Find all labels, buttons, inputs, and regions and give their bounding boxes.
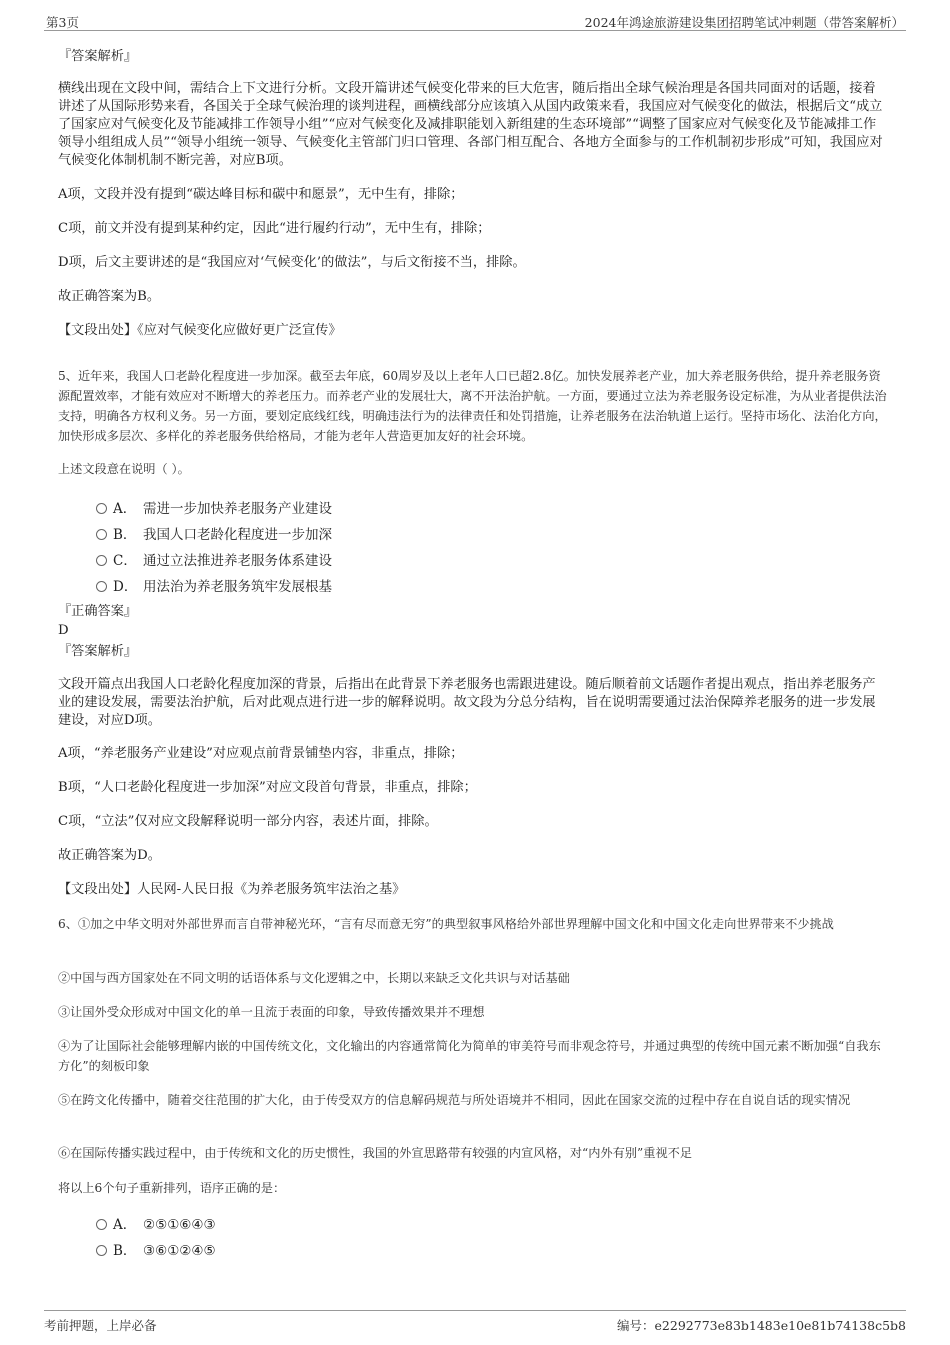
- q4-option-c-analysis: C项，前文并没有提到某种约定，因此“进行履约行动”，无中生有，排除；: [58, 221, 491, 236]
- q5-source: 【文段出处】人民网-人民日报《为养老服务筑牢法治之基》: [58, 882, 406, 897]
- q5-option-d[interactable]: D． 用法治为养老服务筑牢发展根基: [96, 575, 332, 595]
- page-number: 第3页: [46, 15, 79, 30]
- q5-stem: 5、近年来，我国人口老龄化程度进一步加深。截至去年底，60周岁及以上老年人口已超2.8亿。加快发展养老产业，加大养老服务供给，提升养老服务资源配置效率，才能有效应对不断增大的养老压力。而养老产业的发展壮大，离不开法治护航。一方面，要通过立法为养老服务设定标准，为从业者提供法治支持，明确各方权利义务。另一方面，要划定底线红线，明确违法行为的法律责任和处罚措施，让养老服务在法治轨道上运行。坚持市场化、法治化方向，加快形成多层次、多样化的养老服务供给格局，才能为老年人营造更加友好的社会环境。: [58, 369, 887, 443]
- q4-option-d-analysis: D项，后文主要讲述的是“我国应对‘气候变化’的做法”，与后文衔接不当，排除。: [58, 255, 526, 270]
- q4-analysis-label: 『答案解析』: [58, 49, 138, 64]
- q5-option-a[interactable]: A． 需进一步加快养老服务产业建设: [96, 497, 332, 517]
- q6-sentence-5: ⑤在跨文化传播中，随着交往范围的扩大化，由于传受双方的信息解码规范与所处语境并不相同，因此在国家交流的过程中存在自说自话的现实情况: [58, 1093, 851, 1107]
- radio-icon[interactable]: [96, 503, 107, 514]
- radio-icon[interactable]: [96, 529, 107, 540]
- q5-analysis-label: 『答案解析』: [58, 644, 138, 659]
- radio-icon[interactable]: [96, 581, 107, 592]
- q5-option-c-analysis: C项，“立法”仅对应文段解释说明一部分内容，表述片面，排除。: [58, 814, 438, 829]
- q5-conclusion: 故正确答案为D。: [58, 848, 161, 863]
- radio-icon[interactable]: [96, 1245, 107, 1256]
- q6-sentence-1: 6、①加之中华文明对外部世界而言自带神秘光环，“言有尽而意无穷”的典型叙事风格给外部世界理解中国文化和中国文化走向世界带来不少挑战: [58, 917, 834, 931]
- page-header: [44, 10, 906, 31]
- q5-option-a-analysis: A项，“养老服务产业建设”对应观点前背景铺垫内容，非重点，排除；: [58, 746, 464, 761]
- radio-icon[interactable]: [96, 555, 107, 566]
- q4-conclusion: 故正确答案为B。: [58, 289, 161, 304]
- q6-sentence-3: ③让国外受众形成对中国文化的单一且流于表面的印象，导致传播效果并不理想: [58, 1005, 485, 1019]
- q6-question: 将以上6个句子重新排列，语序正确的是：: [58, 1181, 286, 1195]
- q4-option-a-analysis: A项，文段并没有提到“碳达峰目标和碳中和愿景”，无中生有，排除；: [58, 187, 464, 202]
- q5-answer: D: [58, 623, 69, 638]
- q6-sentence-6: ⑥在国际传播实践过程中，由于传统和文化的历史惯性，我国的外宣思路带有较强的内宣风格，对“内外有别”重视不足: [58, 1146, 693, 1160]
- q5-question: 上述文段意在说明（ ）。: [58, 462, 190, 476]
- footer-slogan: 考前押题，上岸必备: [44, 1318, 157, 1333]
- document-title: 2024年鸿途旅游建设集团招聘笔试冲刺题（带答案解析）: [584, 15, 904, 30]
- q5-answer-label: 『正确答案』: [58, 604, 138, 619]
- radio-icon[interactable]: [96, 1219, 107, 1230]
- q6-option-a[interactable]: A． ②⑤①⑥④③: [96, 1213, 216, 1233]
- q6-option-b[interactable]: B． ③⑥①②④⑤: [96, 1239, 216, 1259]
- document-id: 编号：e2292773e83b1483e10e81b74138c5b8: [617, 1318, 906, 1333]
- q6-sentence-2: ②中国与西方国家处在不同文明的话语体系与文化逻辑之中，长期以来缺乏文化共识与对话基础: [58, 971, 570, 985]
- q5-option-b-analysis: B项，“人口老龄化程度进一步加深”对应文段首句背景，非重点，排除；: [58, 780, 477, 795]
- page-footer: [44, 1310, 906, 1333]
- q5-option-b[interactable]: B． 我国人口老龄化程度进一步加深: [96, 523, 332, 543]
- q4-analysis-text: 横线出现在文段中间，需结合上下文进行分析。文段开篇讲述气候变化带来的巨大危害，随后指出全球气候治理是各国共同面对的话题，接着讲述了从国际形势来看，各国关于全球气候治理的谈判进程，画横线部分应该填入从国内政策来看，我国应对气候变化的做法，根据后文“成立了国家应对气候变化及节能减排工作领导小组”“应对气候变化及减排职能划入新组建的生态环境部”“调整了国家应对气候变化及节能减排工作领导小组组成人员”“领导小组统一领导、气候变化主管部门归口管理、各部门相互配合、各地方全面参与的工作机制初步形成”可知，我国应对气候变化体制机制不断完善，对应B项。: [58, 81, 883, 168]
- q5-option-c[interactable]: C． 通过立法推进养老服务体系建设: [96, 549, 332, 569]
- q4-source: 【文段出处】《应对气候变化应做好更广泛宣传》: [58, 323, 342, 338]
- q5-analysis-text: 文段开篇点出我国人口老龄化程度加深的背景，后指出在此背景下养老服务也需跟进建设。随后顺着前文话题作者提出观点，指出养老服务产业的建设发展，需要法治护航，后对此观点进行进一步的解释说明。故文段为分总分结构，旨在说明需要通过法治保障养老服务的进一步发展建设，对应D项。: [58, 677, 876, 728]
- q6-sentence-4: ④为了让国际社会能够理解内嵌的中国传统文化，文化输出的内容通常简化为简单的审美符号而非观念符号，并通过典型的传统中国元素不断加强“自我东方化”的刻板印象: [58, 1039, 881, 1073]
